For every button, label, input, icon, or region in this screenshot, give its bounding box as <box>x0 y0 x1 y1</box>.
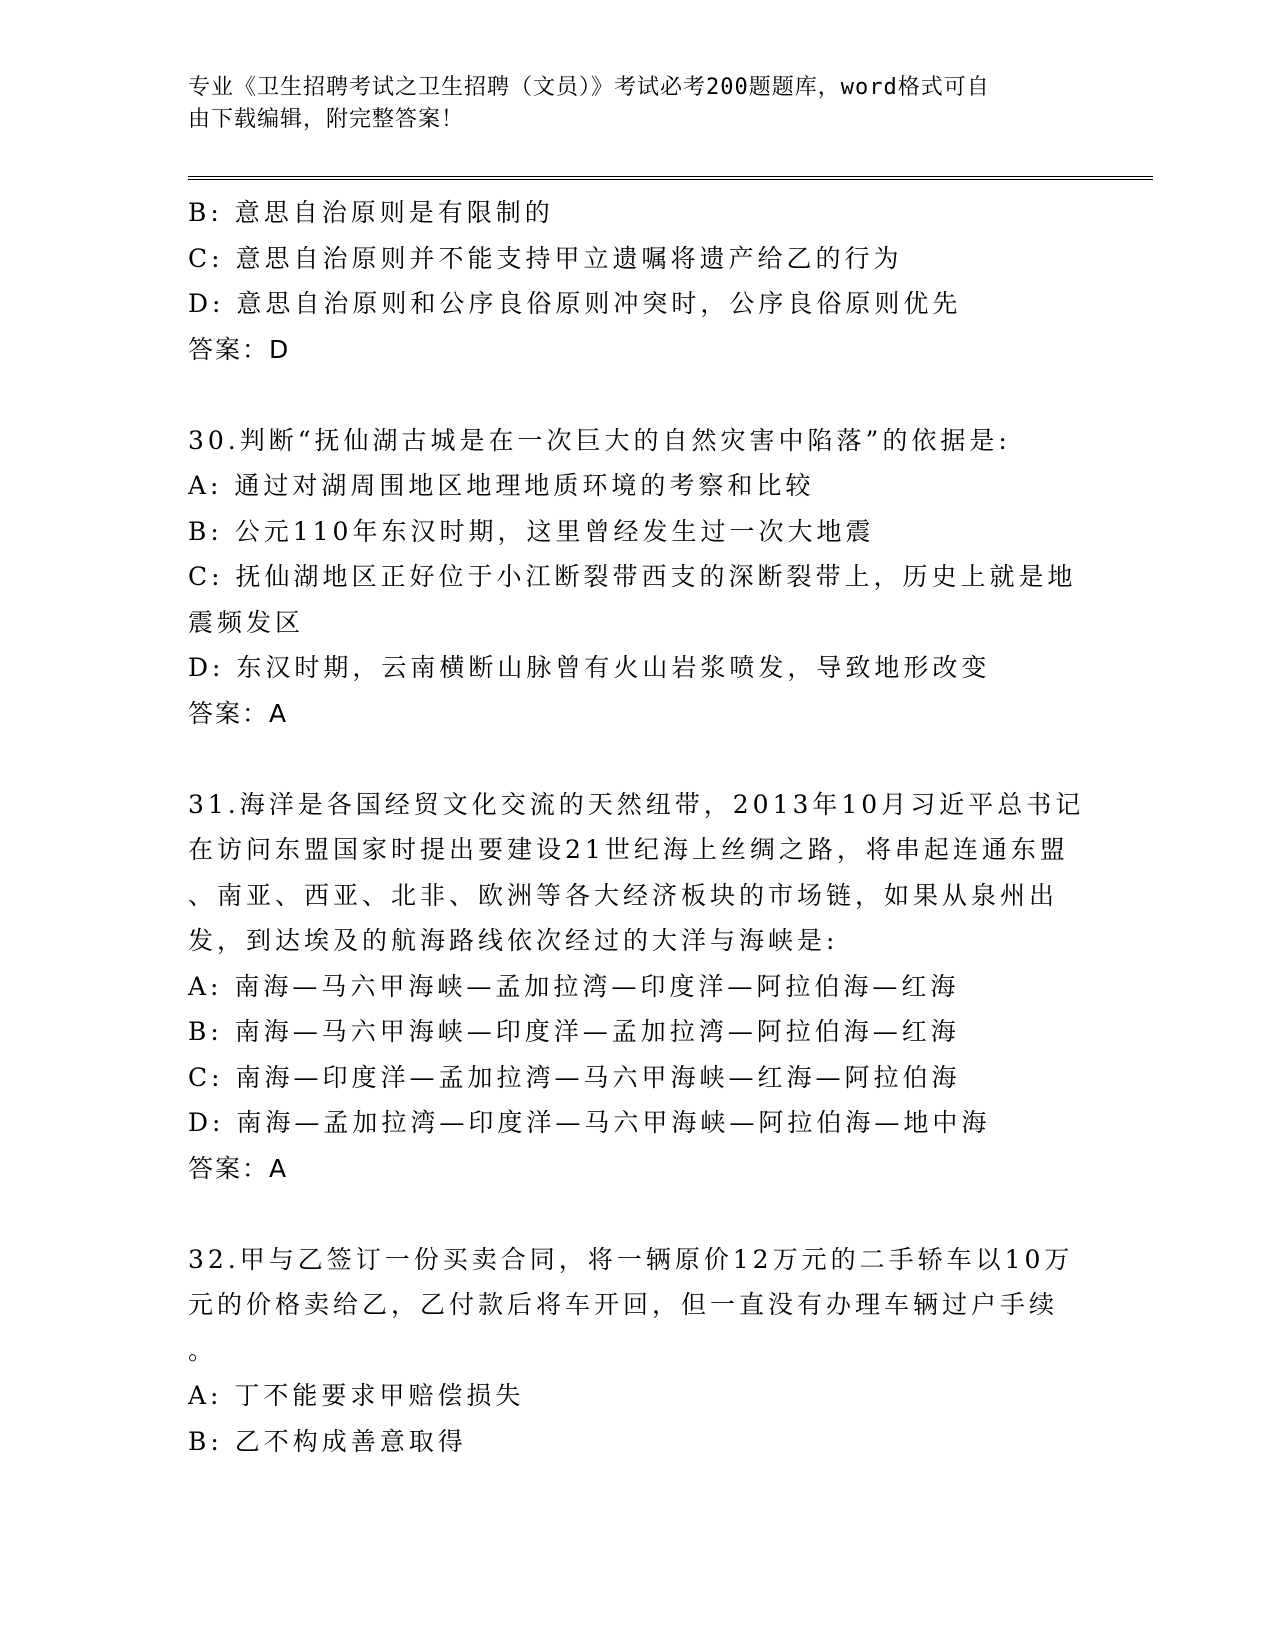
question-block-29 <box>188 190 1088 372</box>
header-line-2: 由下载编辑，附完整答案！ <box>188 107 465 132</box>
question-stem-continued: 、南亚、西亚、北非、欧洲等各大经济板块的市场链，如果从泉州出 <box>188 880 1059 910</box>
answer-line: 答案：D <box>188 334 291 364</box>
spacer <box>188 736 1088 782</box>
question-list <box>188 190 1088 1464</box>
question-stem: 31.海洋是各国经贸文化交流的天然纽带，2013年10月习近平总书记 <box>188 789 1085 819</box>
question-stem-continued: 在访问东盟国家时提出要建设21世纪海上丝绸之路，将串起连通东盟 <box>188 835 1069 864</box>
option-d: D: 意思自治原则和公序良俗原则冲突时，公序良俗原则优先 <box>188 289 962 318</box>
option-a: A: 通过对湖周围地区地理地质环境的考察和比较 <box>188 471 815 500</box>
answer-line: 答案：A <box>188 698 289 728</box>
option-c-continued: 震频发区 <box>188 607 305 637</box>
header-divider <box>188 176 1153 180</box>
option-a: A: 丁不能要求甲赔偿损失 <box>188 1381 525 1410</box>
question-stem-continued: 元的价格卖给乙，乙付款后将车开回，但一直没有办理车辆过户手续 <box>188 1290 1059 1319</box>
question-block-30 <box>188 418 1088 737</box>
option-d: D: 东汉时期，云南横断山脉曾有火山岩浆喷发，导致地形改变 <box>188 653 991 682</box>
option-b: B: 南海—马六甲海峡—印度洋—孟加拉湾—阿拉伯海—红海 <box>188 1017 960 1046</box>
option-c: C: 抚仙湖地区正好位于小江断裂带西支的深断裂带上，历史上就是地 <box>188 562 1077 591</box>
option-c: C: 意思自治原则并不能支持甲立遗嘱将遗产给乙的行为 <box>188 243 903 273</box>
question-stem: 30.判断“抚仙湖古城是在一次巨大的自然灾害中陷落”的依据是: <box>188 425 1011 455</box>
question-stem-continued: 。 <box>188 1335 218 1365</box>
question-block-32 <box>188 1237 1088 1465</box>
answer-line: 答案：A <box>188 1153 289 1183</box>
option-b: B: 公元110年东汉时期，这里曾经发生过一次大地震 <box>188 516 875 546</box>
option-b: B: 意思自治原则是有限制的 <box>188 198 554 227</box>
spacer <box>188 1191 1088 1237</box>
option-d: D: 南海—孟加拉湾—印度洋—马六甲海峡—阿拉伯海—地中海 <box>188 1108 991 1137</box>
page-header <box>188 72 1068 136</box>
header-line-1: 专业《卫生招聘考试之卫生招聘（文员）》考试必考200题题库，word格式可自 <box>188 75 990 100</box>
option-b: B: 乙不构成善意取得 <box>188 1426 467 1456</box>
spacer <box>188 372 1088 418</box>
question-stem-continued: 发，到达埃及的航海路线依次经过的大洋与海峡是: <box>188 926 839 955</box>
question-block-31 <box>188 782 1088 1192</box>
question-stem: 32.甲与乙签订一份买卖合同，将一辆原价12万元的二手轿车以10万 <box>188 1244 1074 1274</box>
option-c: C: 南海—印度洋—孟加拉湾—马六甲海峡—红海—阿拉伯海 <box>188 1062 961 1092</box>
option-a: A: 南海—马六甲海峡—孟加拉湾—印度洋—阿拉伯海—红海 <box>188 971 960 1001</box>
